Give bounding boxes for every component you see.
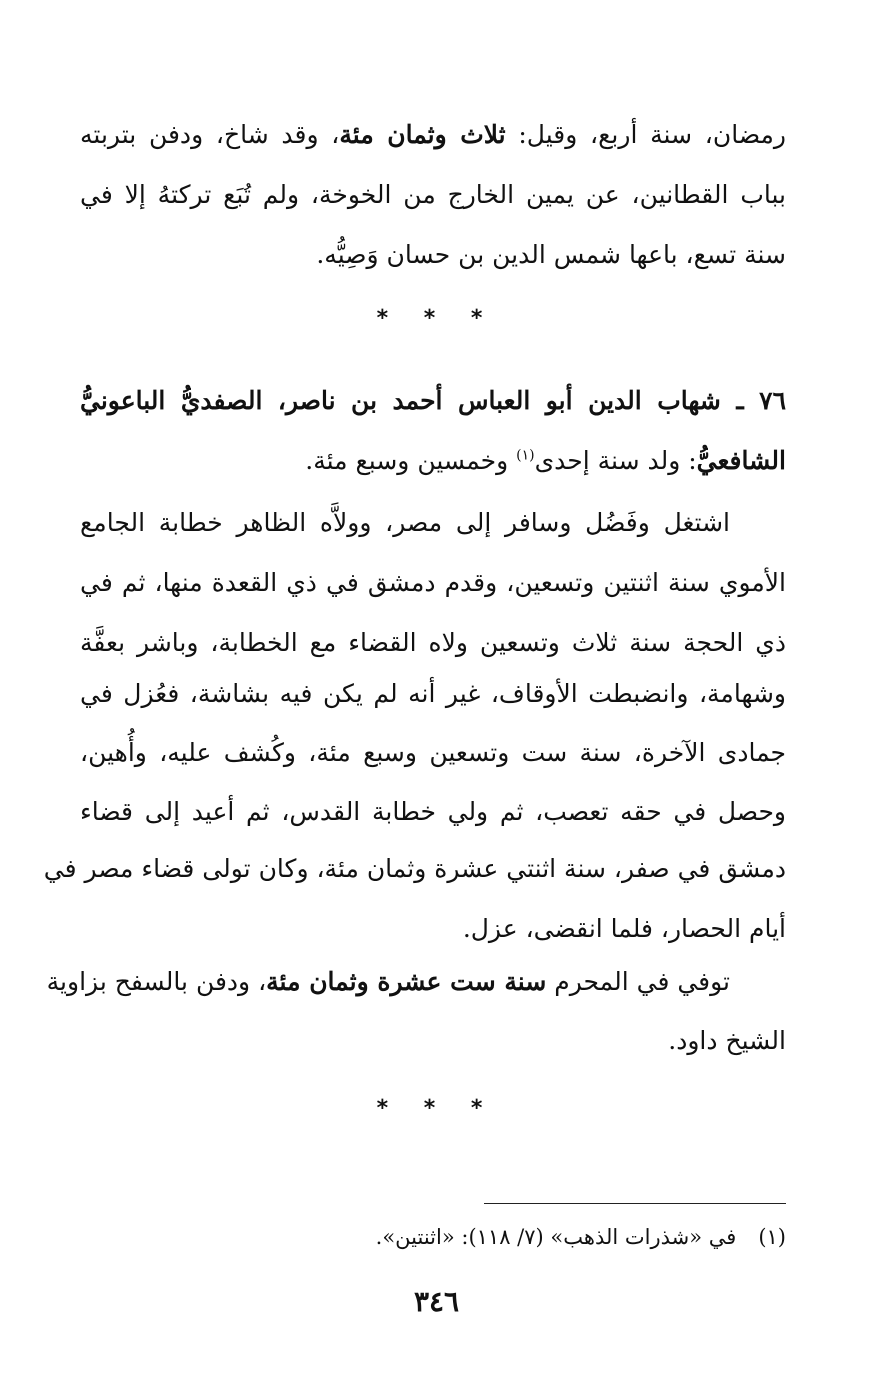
entry-76-body-line-2: الأموي سنة اثنتين وتسعين، وقدم دمشق في ذي القعدة منها، ثم في <box>80 568 786 597</box>
footnote <box>80 1222 786 1252</box>
paragraph-1-line-1: رمضان، سنة أربع، وقيل: ثلاث وثمان مئة، وقد شاخ، ودفن بتربته <box>80 120 786 149</box>
entry-76-death-line-1: توفي في المحرم سنة ست عشرة وثمان مئة، ودفن بالسفح بزاوية <box>46 967 730 996</box>
entry-76-body-line-8: أيام الحصار، فلما انقضى، عزل. <box>462 914 786 943</box>
entry-76-body-line-7: دمشق في صفر، سنة اثنتي عشرة وثمان مئة، وكان تولى قضاء مصر في <box>43 854 786 883</box>
footnote-number: (١) <box>758 1225 786 1249</box>
footnote-text: في «شذرات الذهب» (٧/ ١١٨): «اثنتين». <box>375 1225 737 1249</box>
entry-76-body-line-3: ذي الحجة سنة ثلاث وتسعين ولاه القضاء مع الخطابة، وباشر بعفَّة <box>80 628 786 657</box>
footnote-divider <box>484 1203 786 1204</box>
section-separator-2: * * * <box>376 1096 497 1121</box>
entry-76-heading-line-2: الشافعيُّ: ولد سنة إحدى$^{(١)}$ وخمسين وسبع مئة. <box>305 446 786 475</box>
entry-76-body-line-5: جمادى الآخرة، سنة ست وتسعين وسبع مئة، وكُشف عليه، وأُهين، <box>80 738 786 767</box>
entry-76-death-line-2: الشيخ داود. <box>668 1026 786 1055</box>
paragraph-1-line-2: بباب القطانين، عن يمين الخارج من الخوخة، ولم تُبَع تركتهُ إلا في <box>80 180 786 209</box>
entry-76-body-line-1: اشتغل وفَضُل وسافر إلى مصر، وولاَّه الظاهر خطابة الجامع <box>80 508 730 537</box>
paragraph-1-line-3: سنة تسع، باعها شمس الدين بن حسان وَصِيُّه. <box>316 240 786 269</box>
entry-76-body-line-4: وشهامة، وانضبطت الأوقاف، غير أنه لم يكن فيه بشاشة، فعُزل في <box>80 679 786 708</box>
footnote-reference: (١) <box>516 447 535 464</box>
page-number: ٣٤٦ <box>413 1285 460 1318</box>
entry-76-body-line-6: وحصل في حقه تعصب، ثم ولي خطابة القدس، ثم أعيد إلى قضاء <box>80 797 786 826</box>
entry-76-heading-line-1: ٧٦ ـ شهاب الدين أبو العباس أحمد بن ناصر، الصفديُّ الباعونيُّ <box>80 386 786 415</box>
section-separator: * * * <box>376 306 497 331</box>
